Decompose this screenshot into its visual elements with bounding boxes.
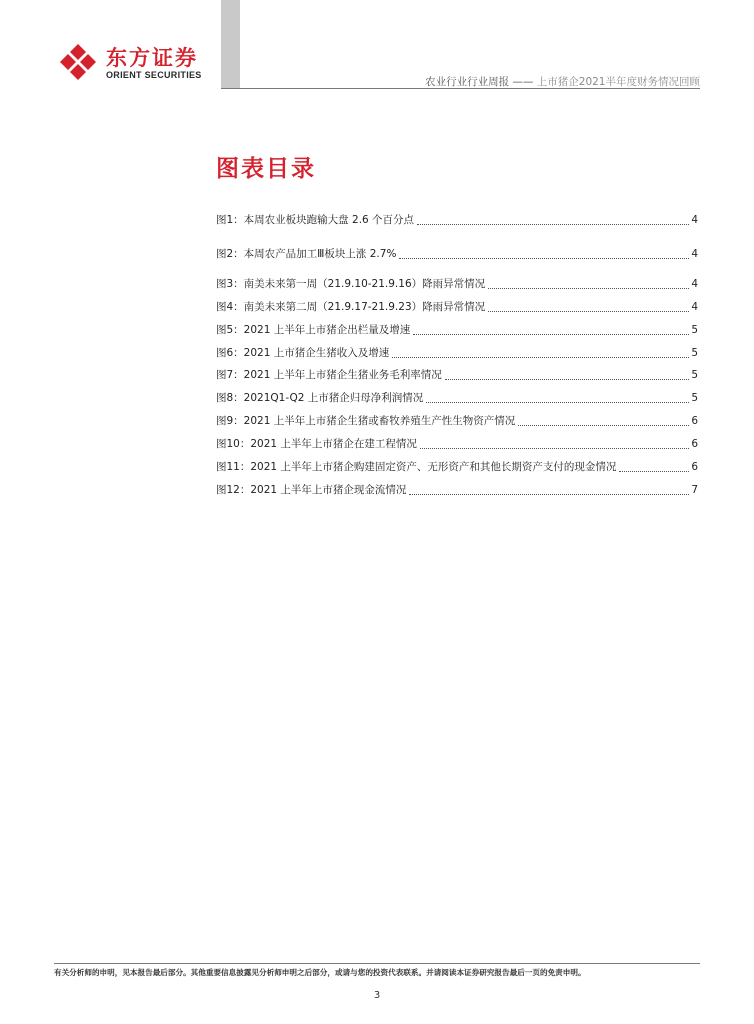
toc-entry-label: 图8：2021Q1-Q2 上市猪企归母净利润情况: [216, 392, 424, 404]
toc-leader: [392, 356, 689, 358]
toc-entry-page: 6: [691, 461, 698, 473]
toc-entry[interactable]: [216, 246, 698, 262]
toc-leader: [413, 333, 689, 335]
toc-title: 图表目录: [216, 156, 316, 182]
toc-entry-page: 5: [691, 324, 698, 336]
toc-entry-page: 5: [691, 347, 698, 359]
toc-leader: [426, 401, 689, 403]
toc-entry[interactable]: [216, 322, 698, 338]
toc-entry-page: 4: [691, 301, 698, 313]
toc-leader: [445, 378, 690, 380]
toc-entry-label: 图2：本周农产品加工Ⅲ板块上涨 2.7%: [216, 248, 397, 260]
toc-entry-label: 图4：南美未来第二周（21.9.17-21.9.23）降雨异常情况: [216, 301, 486, 313]
toc-entry-page: 6: [691, 438, 698, 450]
toc-entry-page: 6: [691, 415, 698, 427]
toc-entry-page: 5: [691, 392, 698, 404]
toc-entry[interactable]: [216, 482, 698, 498]
header-divider: [221, 88, 700, 89]
toc-leader: [420, 447, 689, 449]
toc-entry[interactable]: [216, 459, 698, 475]
toc-entry-page: 4: [691, 248, 698, 260]
toc-leader: [488, 310, 689, 312]
toc-entry-label: 图1：本周农业板块跑输大盘 2.6 个百分点: [216, 214, 415, 226]
toc-entry[interactable]: [216, 299, 698, 315]
toc-entry-page: 4: [691, 278, 698, 290]
toc-entry-page: 4: [691, 214, 698, 226]
report-header: [425, 74, 700, 89]
toc-leader: [518, 424, 689, 426]
toc-leader: [399, 257, 689, 259]
toc-leader: [488, 287, 689, 289]
report-type: 农业行业行业周报: [425, 76, 510, 88]
toc-leader: [409, 493, 689, 495]
toc-entry[interactable]: [216, 212, 698, 228]
toc-entry-label: 图9：2021 上半年上市猪企生猪或畜牧养殖生产性生物资产情况: [216, 415, 516, 427]
toc-entry-label: 图3：南美未来第一周（21.9.10-21.9.16）降雨异常情况: [216, 278, 486, 290]
toc-entry-label: 图12：2021 上半年上市猪企现金流情况: [216, 484, 407, 496]
footer-divider: [54, 963, 700, 964]
page-number: 3: [373, 990, 381, 1001]
toc-entry[interactable]: [216, 390, 698, 406]
toc-entry[interactable]: [216, 367, 698, 383]
brand-name-cn: 东方证券: [106, 46, 198, 70]
toc-entry-page: 5: [691, 369, 698, 381]
toc-leader: [417, 223, 689, 225]
toc-entry[interactable]: [216, 436, 698, 452]
toc-entry[interactable]: [216, 276, 698, 292]
toc-entry-label: 图5：2021 上半年上市猪企出栏量及增速: [216, 324, 411, 336]
toc-entry-label: 图10：2021 上半年上市猪企在建工程情况: [216, 438, 417, 450]
header-separator: ——: [512, 76, 534, 88]
toc-entry-page: 7: [691, 484, 698, 496]
report-title: 上市猪企2021半年度财务情况回顾: [536, 76, 700, 88]
toc-entry-label: 图11：2021 上半年上市猪企购建固定资产、无形资产和其他长期资产支付的现金情况: [216, 461, 617, 473]
toc-entry-label: 图7：2021 上半年上市猪企生猪业务毛利率情况: [216, 369, 442, 381]
header-gray-band: [221, 0, 240, 88]
brand-name-en: ORIENT SECURITIES: [106, 70, 202, 80]
footer-disclaimer: 有关分析师的申明，见本报告最后部分。其他重要信息披露见分析师申明之后部分，或请与您的投资代表联系。并请阅读本证券研究报告最后一页的免责申明。: [54, 968, 586, 977]
orient-securities-logo: [58, 42, 218, 86]
orient-logo-mark-icon: [58, 42, 98, 82]
toc-entry[interactable]: [216, 345, 698, 361]
toc-entry-label: 图6：2021 上市猪企生猪收入及增速: [216, 347, 390, 359]
toc-leader: [619, 470, 689, 472]
toc-entry[interactable]: [216, 413, 698, 429]
